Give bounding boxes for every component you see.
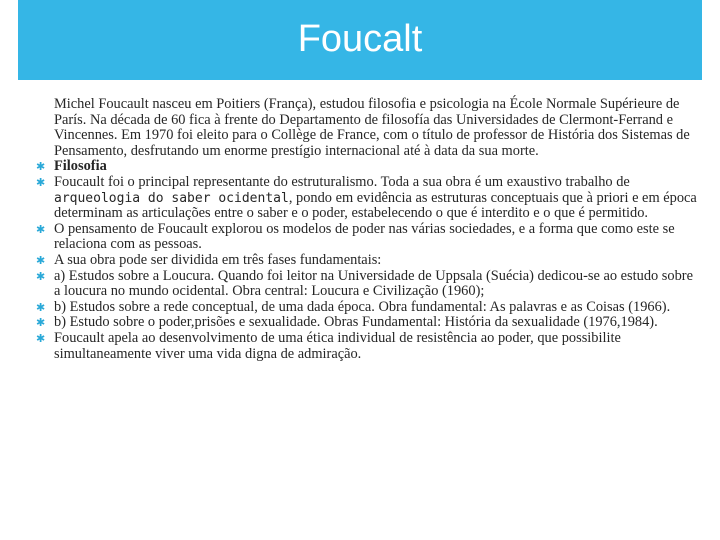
bullet-text: A sua obra pode ser dividida em três fases fundamentais: [54,251,382,268]
bullet-item-sexualidade [36,315,698,331]
bullet-item-fases [36,253,698,269]
bullet-text: a) Estudos sobre a Loucura. Quando foi leitor na Universidade de Uppsala (Suécia) dedicou-se ao estudo sobre a loucura no mundo ocidental. Obra central: Loucura e Civilização (1960); [54,267,693,300]
bullet-list [36,97,698,362]
bullet-icon: ✱ [36,222,46,236]
bullet-icon: ✱ [36,331,46,345]
bullet-icon: ✱ [36,160,46,174]
bullet-item-filosofia [36,159,698,175]
bullet-text: Foucault apela ao desenvolvimento de uma ética individual de resistência ao poder, que possibilite simultaneamente viver uma vida digna de admiração. [54,329,621,362]
bullet-text: Michel Foucault nasceu em Poitiers (França), estudou filosofia e psicologia na École Normale Supérieure de París. Na década de 60 fica à frente do Departamento de filosofía das Universidades de Clermont-Ferrand e Vincennes. Em 1970 foi eleito para o Collège de France, com o título de professor de História dos Sistemas de Pensamento, desfrutando um enorme prestígio internacional até à data da sua morte. [54,96,690,159]
bullet-text: b) Estudos sobre a rede conceptual, de uma dada época. Obra fundamental: As palavras e as Coisas (1966). [54,298,671,315]
bullet-item-loucura [36,269,698,300]
bullet-text-before: Foucault foi o principal representante do estruturalismo. Toda a sua obra é um exaustivo trabalho de [54,173,630,190]
bullet-icon: ✱ [36,316,46,330]
bullet-icon: ✱ [36,253,46,267]
bullet-item-biography [36,97,698,159]
bullet-icon: ✱ [36,175,46,189]
bullet-item-rede-conceptual [36,300,698,316]
bullet-text: Filosofia [54,158,107,175]
bullet-text-after: , pondo em evidência as estruturas conceptuais que à priori e em época determinam as articulações entre o saber e o poder, estabelecendo o que é interdito e o que é permitido. [54,189,697,222]
bullet-text: O pensamento de Foucault explorou os modelos de poder nas várias sociedades, e a forma que como este se relaciona com as pessoas. [54,220,675,253]
bullet-text-emphasis: arqueologia do saber ocidental [54,190,289,206]
bullet-text: b) Estudo sobre o poder,prisões e sexualidade. Obras Fundamental: História da sexualidade (1976,1984). [54,314,658,331]
slide-title: Foucalt [297,18,423,60]
bullet-item-poder [36,222,698,253]
bullet-icon: ✱ [36,269,46,283]
bullet-icon: ✱ [36,300,46,314]
bullet-item-etica [36,331,698,362]
bullet-item-estruturalismo [36,175,698,222]
